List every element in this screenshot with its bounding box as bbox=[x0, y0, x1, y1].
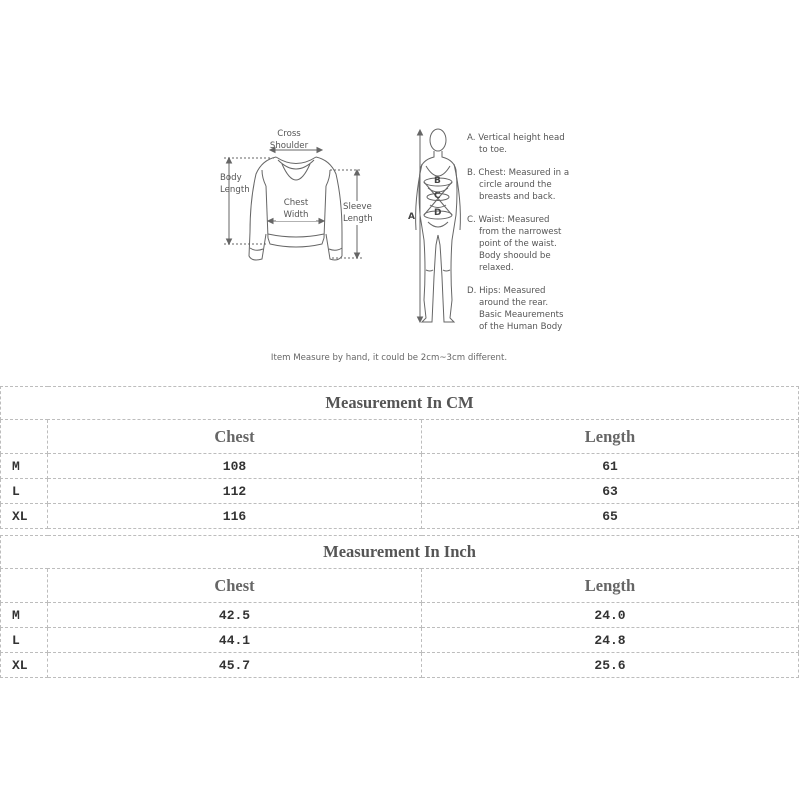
length-cell: 63 bbox=[422, 479, 799, 504]
marker-b: B bbox=[434, 176, 441, 186]
marker-c: C bbox=[434, 191, 441, 201]
length-cell: 25.6 bbox=[422, 653, 799, 678]
length-cell: 65 bbox=[422, 504, 799, 529]
chest-cell: 116 bbox=[48, 504, 422, 529]
note-d: D. Hips: Measured around the rear. Basic Meaurements of the Human Body bbox=[467, 286, 564, 332]
table-header-row bbox=[1, 420, 799, 454]
note-c: C. Waist: Measured from the narrowest point of the waist. Body shoould be relaxed. bbox=[467, 215, 562, 273]
size-cell: L bbox=[1, 628, 48, 653]
chest-cell: 108 bbox=[48, 454, 422, 479]
note-a: A. Vertical height head to toe. bbox=[467, 133, 565, 155]
marker-a: A bbox=[408, 212, 415, 222]
measurement-diagram bbox=[0, 0, 800, 380]
cross-shoulder-label: Cross Shoulder bbox=[269, 129, 309, 151]
table-title: Measurement In CM bbox=[1, 387, 799, 420]
header-size bbox=[1, 569, 48, 603]
body-figure bbox=[416, 129, 461, 322]
header-size bbox=[1, 420, 48, 454]
size-cell: XL bbox=[1, 504, 48, 529]
header-chest: Chest bbox=[48, 569, 422, 603]
sleeve-length-label: Sleeve Length bbox=[343, 202, 373, 224]
table-row bbox=[1, 454, 799, 479]
header-chest: Chest bbox=[48, 420, 422, 454]
inch-table bbox=[0, 535, 799, 678]
marker-d: D bbox=[434, 208, 442, 218]
table-row bbox=[1, 653, 799, 678]
length-cell: 24.0 bbox=[422, 603, 799, 628]
header-length: Length bbox=[422, 420, 799, 454]
chest-width-label: Chest Width bbox=[276, 197, 316, 221]
table-header-row bbox=[1, 569, 799, 603]
table-title: Measurement In Inch bbox=[1, 536, 799, 569]
length-cell: 24.8 bbox=[422, 628, 799, 653]
table-title-row bbox=[1, 387, 799, 420]
size-cell: XL bbox=[1, 653, 48, 678]
size-cell: M bbox=[1, 603, 48, 628]
table-row bbox=[1, 479, 799, 504]
table-title-row bbox=[1, 536, 799, 569]
cm-table bbox=[0, 386, 799, 529]
chest-cell: 112 bbox=[48, 479, 422, 504]
measure-note: Item Measure by hand, it could be 2cm~3cm different. bbox=[270, 353, 508, 363]
size-cell: L bbox=[1, 479, 48, 504]
body-length-label: Body Length bbox=[220, 173, 250, 195]
header-length: Length bbox=[422, 569, 799, 603]
diagram-drawing bbox=[0, 0, 800, 380]
table-row bbox=[1, 628, 799, 653]
size-cell: M bbox=[1, 454, 48, 479]
table-row bbox=[1, 504, 799, 529]
length-cell: 61 bbox=[422, 454, 799, 479]
chest-cell: 42.5 bbox=[48, 603, 422, 628]
note-b: B. Chest: Measured in a circle around the breasts and back. bbox=[467, 168, 570, 202]
chest-cell: 45.7 bbox=[48, 653, 422, 678]
chest-cell: 44.1 bbox=[48, 628, 422, 653]
table-row bbox=[1, 603, 799, 628]
